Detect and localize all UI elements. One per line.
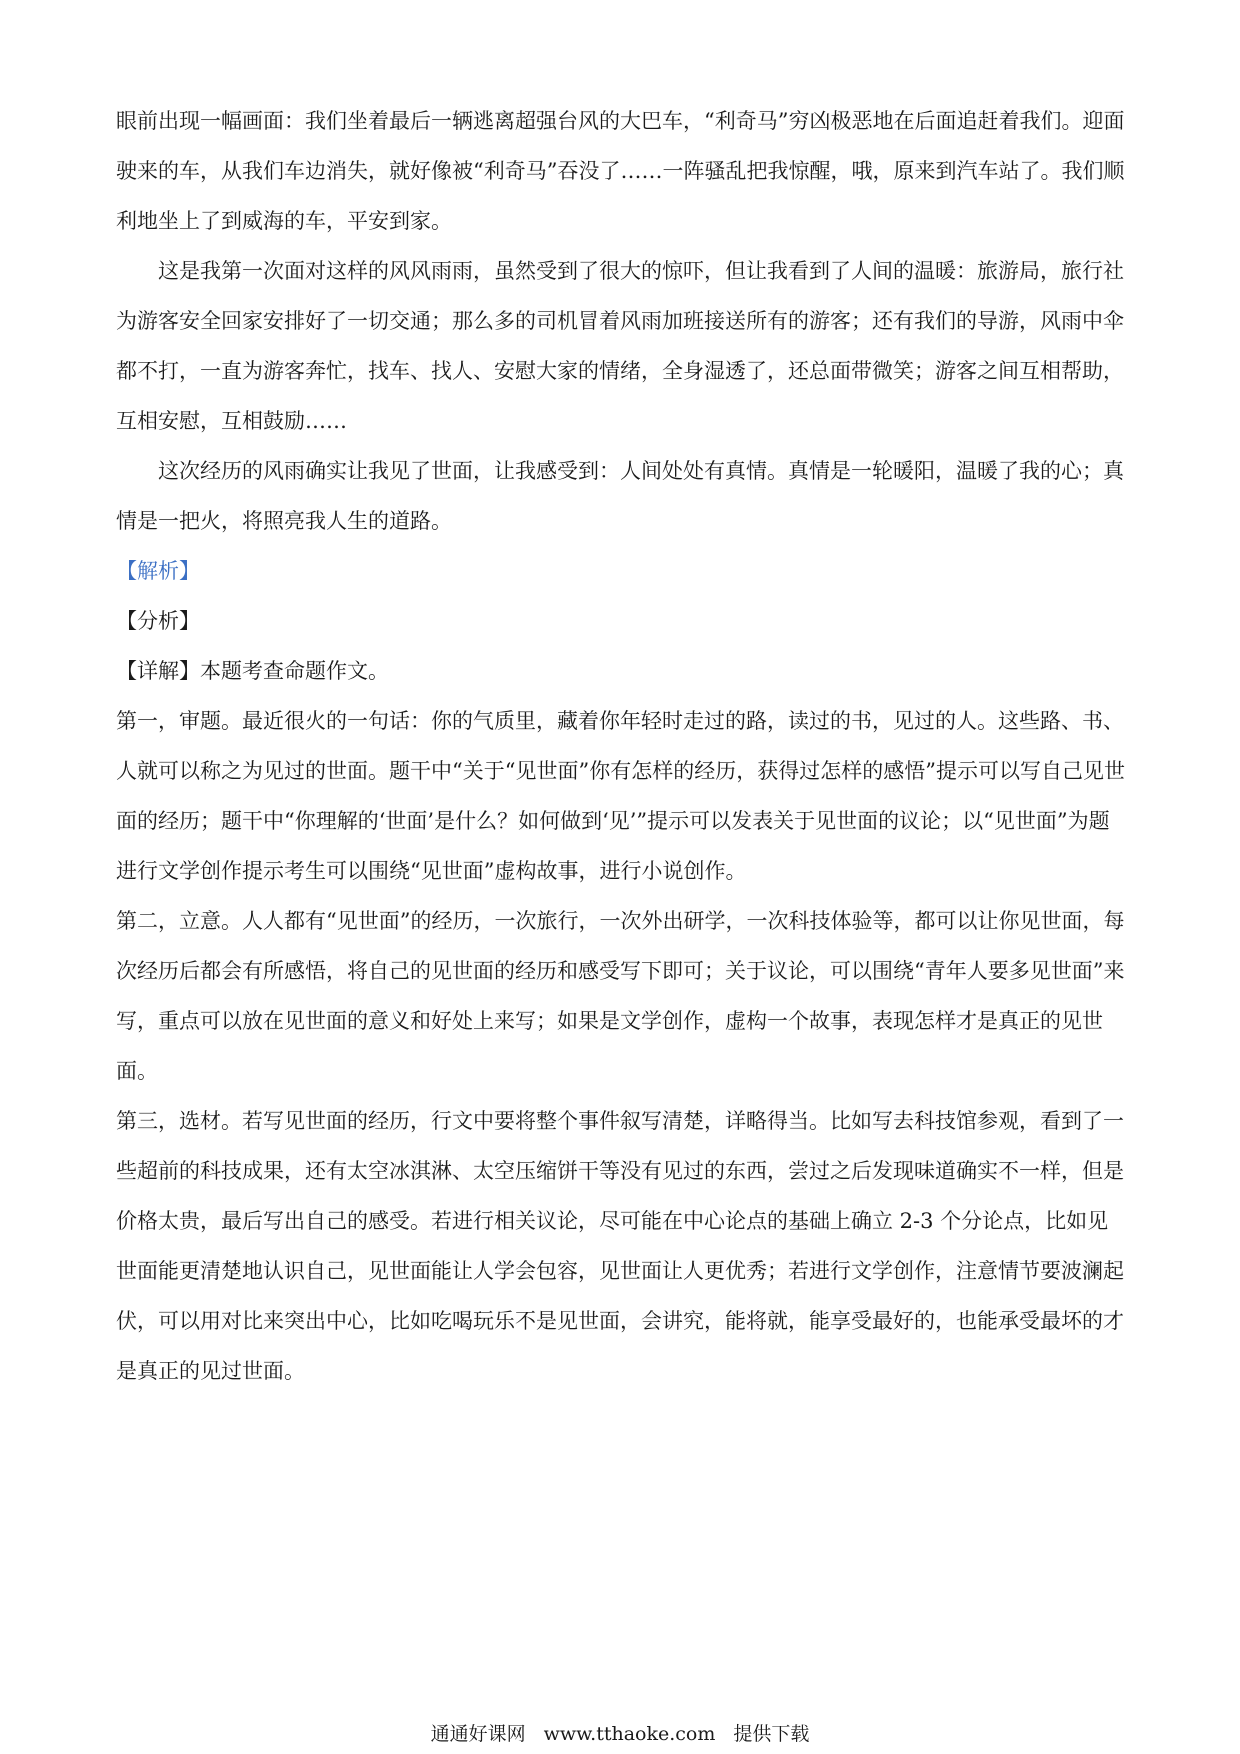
footer-site-name: 通通好课网 xyxy=(430,1723,526,1745)
page-footer xyxy=(0,1722,1240,1746)
footer-url[interactable]: www.tthaoke.com xyxy=(543,1723,716,1745)
story-paragraph-1: 眼前出现一幅画面：我们坐着最后一辆逃离超强台风的大巴车，“利奇马”穷凶极恶地在后面追赶着我们。迎面驶来的车，从我们车边消失，就好像被“利奇马”吞没了……一阵骚乱把我惊醒，哦，原来到汽车站了。我们顺利地坐上了到威海的车，平安到家。 xyxy=(116,109,1125,233)
xiangjie-line: 【详解】本题考查命题作文。 xyxy=(116,659,389,683)
story-paragraph-3: 这次经历的风雨确实让我见了世面，让我感受到：人间处处有真情。真情是一轮暖阳，温暖了我的心；真情是一把火，将照亮我人生的道路。 xyxy=(116,459,1124,533)
footer-suffix: 提供下载 xyxy=(733,1723,810,1745)
jiexi-heading: 【解析】 xyxy=(116,559,200,583)
analysis-point-1: 第一，审题。最近很火的一句话：你的气质里，藏着你年轻时走过的路，读过的书，见过的人。这些路、书、人就可以称之为见过的世面。题干中“关于“见世面”你有怎样的经历，获得过怎样的感悟”提示可以写自己见世面的经历；题干中“你理解的‘世面’是什么？如何做到‘见’”提示可以发表关于见世面的议论；以“见世面”为题进行文学创作提示考生可以围绕“见世面”虚构故事，进行小说创作。 xyxy=(116,709,1125,883)
document-body xyxy=(116,96,1126,1396)
analysis-point-2: 第二，立意。人人都有“见世面”的经历，一次旅行，一次外出研学，一次科技体验等，都可以让你见世面，每次经历后都会有所感悟，将自己的见世面的经历和感受写下即可；关于议论，可以围绕“青年人要多见世面”来写，重点可以放在见世面的意义和好处上来写；如果是文学创作，虚构一个故事，表现怎样才是真正的见世面。 xyxy=(116,909,1125,1083)
fenxi-heading: 【分析】 xyxy=(116,609,200,633)
story-paragraph-2: 这是我第一次面对这样的风风雨雨，虽然受到了很大的惊吓，但让我看到了人间的温暖：旅游局，旅行社为游客安全回家安排好了一切交通；那么多的司机冒着风雨加班接送所有的游客；还有我们的导游，风雨中伞都不打，一直为游客奔忙，找车、找人、安慰大家的情绪，全身湿透了，还总面带微笑；游客之间互相帮助，互相安慰，互相鼓励…… xyxy=(116,259,1124,433)
analysis-point-3: 第三，选材。若写见世面的经历，行文中要将整个事件叙写清楚，详略得当。比如写去科技馆参观，看到了一些超前的科技成果，还有太空冰淇淋、太空压缩饼干等没有见过的东西，尝过之后发现味道确实不一样，但是价格太贵，最后写出自己的感受。若进行相关议论，尽可能在中心论点的基础上确立 2-3 个分论点，比如见世面能更清楚地认识自己，见世面能让人学会包容，见世面让人更优秀；若进行文学创作，注意情节要波澜起伏，可以用对比来突出中心，比如吃喝玩乐不是见世面，会讲究，能将就，能享受最好的，也能承受最坏的才是真正的见过世面。 xyxy=(116,1109,1124,1383)
